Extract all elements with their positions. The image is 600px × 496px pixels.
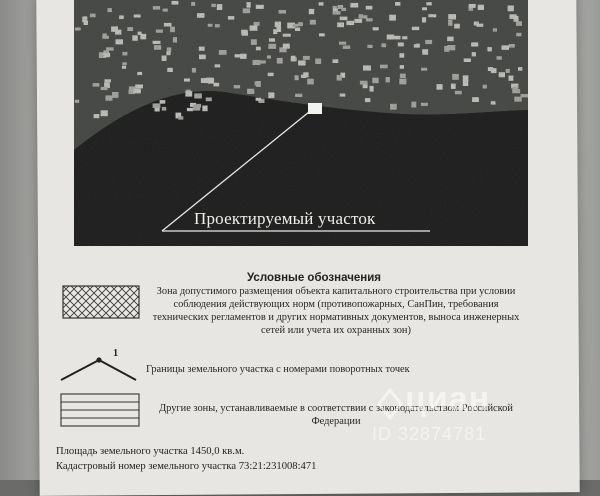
watermark-listing-id: ID 32874781 [372, 424, 487, 444]
hatched-zone-symbol [62, 285, 140, 319]
legend-item-boundary: Границы земельного участка с номерами поворотных точек [146, 364, 410, 375]
designed-plot-marker [308, 103, 322, 114]
cian-logo-icon [377, 388, 403, 420]
boundary-line-symbol [58, 348, 142, 384]
turning-point-number: 1 [113, 348, 119, 359]
cadastral-number: Кадастровый номер земельного участка 73:21:231008:471 [56, 461, 317, 472]
watermark-brand: циан [405, 380, 491, 418]
plot-area: Площадь земельного участка 1450,0 кв.м. [56, 446, 245, 457]
legend-item-hatched-zone: Зона допустимого размещения объекта капитального строительства при условии соблюдения действующих норм (противопожарных, СанПин, требования технических регламентов и других нормативных документов, выноса инженерных сетей или учета их охранных зон) [152, 286, 520, 336]
callout-label: Проектируемый участок [194, 209, 376, 228]
legend-title: Условные обозначения [247, 272, 382, 284]
legend-item-striped-zone: Другие зоны, устанавливаемые в соответствии с законодательством Российской Федерации [159, 403, 513, 427]
striped-zone-symbol [60, 393, 140, 427]
